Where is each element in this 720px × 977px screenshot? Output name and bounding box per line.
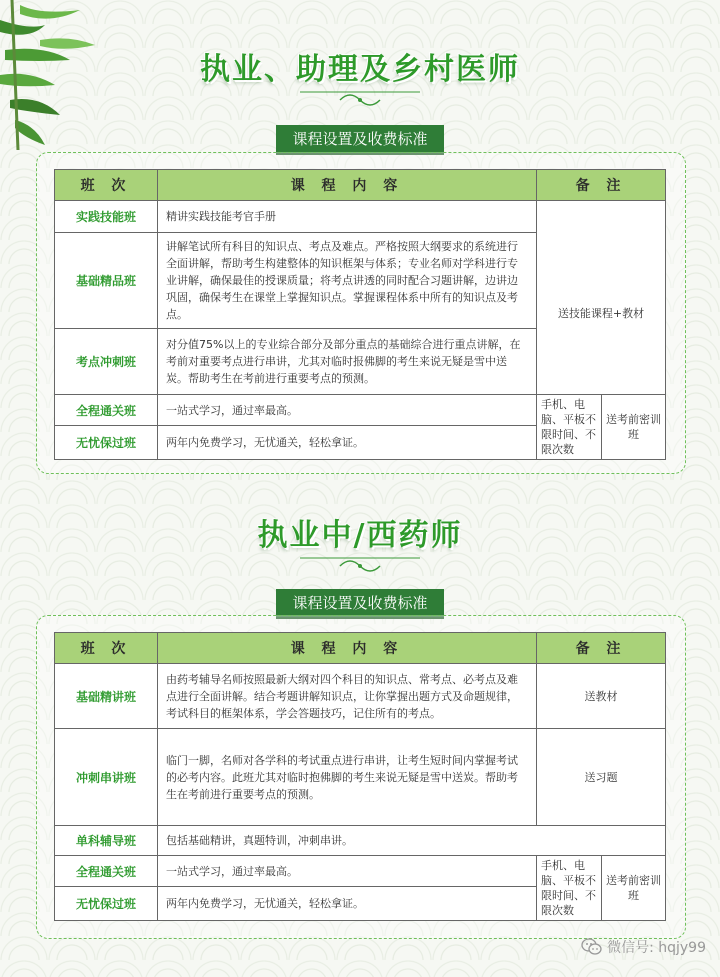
- table-row: [55, 395, 666, 426]
- wechat-icon: [581, 938, 603, 956]
- class-name: 全程通关班: [55, 395, 158, 426]
- header-note: 备 注: [537, 170, 666, 201]
- table-row: [55, 664, 666, 729]
- class-content: 讲解笔试所有科目的知识点、考点及难点。严格按照大纲要求的系统进行全面讲解，帮助考生构建整体的知识框架与体系；专业名师对学科进行专业讲解，确保最佳的授课质量；将考点讲透的同时配合习题讲解，边讲边巩固，确保考生在课堂上掌握知识点。掌握课程体系中所有的知识点及考点。: [158, 233, 537, 329]
- header-note: 备 注: [537, 633, 666, 664]
- class-name: 单科辅导班: [55, 826, 158, 856]
- note-camp: 送考前密训班: [602, 856, 666, 921]
- header-content: 课 程 内 容: [158, 633, 537, 664]
- note-devices: 手机、电脑、平板不限时间、不限次数: [537, 856, 602, 921]
- class-content: 两年内免费学习，无忧通关，轻松拿证。: [158, 887, 537, 921]
- class-content: 由药考辅导名师按照最新大纲对四个科目的知识点、常考点、必考点及难点进行全面讲解。结合考题讲解知识点，让你掌握出题方式及命题规律，考试科目的框架体系，学会答题技巧，记住所有的考点。: [158, 664, 537, 729]
- note-empty: [537, 201, 666, 233]
- class-content: 一站式学习，通过率最高。: [158, 395, 537, 426]
- note-main: 送技能课程+教材: [537, 233, 666, 395]
- class-content: 包括基础精讲，真题特训，冲刺串讲。: [158, 826, 666, 856]
- section1-subtitle: 课程设置及收费标准: [276, 125, 444, 153]
- table-row: [55, 856, 666, 887]
- note-main: 送习题: [537, 729, 666, 826]
- class-name: 全程通关班: [55, 856, 158, 887]
- header-class: 班 次: [55, 633, 158, 664]
- class-name: 基础精讲班: [55, 664, 158, 729]
- class-content: 一站式学习，通过率最高。: [158, 856, 537, 887]
- class-name: 无忧保过班: [55, 426, 158, 460]
- class-content: 精讲实践技能考官手册: [158, 201, 537, 233]
- header-content: 课 程 内 容: [158, 170, 537, 201]
- section2-subtitle: 课程设置及收费标准: [276, 589, 444, 617]
- section1-title: 执业、助理及乡村医师: [200, 52, 520, 87]
- title-ornament: [300, 88, 420, 106]
- section2-table: [54, 632, 666, 921]
- watermark-text: 微信号: hqjy99: [607, 940, 706, 956]
- table-row: [55, 826, 666, 856]
- note-main: 送教材: [537, 664, 666, 729]
- table-row: [55, 233, 666, 329]
- section2-title: 执业中/西药师: [257, 518, 463, 553]
- class-name: 基础精品班: [55, 233, 158, 329]
- class-content: 两年内免费学习，无忧通关，轻松拿证。: [158, 426, 537, 460]
- class-name: 实践技能班: [55, 201, 158, 233]
- note-camp: 送考前密训班: [602, 395, 666, 460]
- watermark: [581, 937, 706, 957]
- section1-table: [54, 169, 666, 460]
- note-devices: 手机、电脑、平板不限时间、不限次数: [537, 395, 602, 460]
- header-class: 班 次: [55, 170, 158, 201]
- class-content: 临门一脚，名师对各学科的考试重点进行串讲，让考生短时间内掌握考试的必考内容。此班尤其对临时抱佛脚的考生来说无疑是雪中送炭。帮助考生在考前进行重要考点的预测。: [158, 729, 537, 826]
- class-name: 无忧保过班: [55, 887, 158, 921]
- class-content: 对分值75%以上的专业综合部分及部分重点的基础综合进行重点讲解，在考前对重要考点进行串讲，尤其对临时报佛脚的考生来说无疑是雪中送炭。帮助考生在考前进行重要考点的预测。: [158, 329, 537, 395]
- class-name: 考点冲刺班: [55, 329, 158, 395]
- title-ornament: [300, 554, 420, 572]
- class-name: 冲刺串讲班: [55, 729, 158, 826]
- table-row: [55, 729, 666, 826]
- table-row: [55, 201, 666, 233]
